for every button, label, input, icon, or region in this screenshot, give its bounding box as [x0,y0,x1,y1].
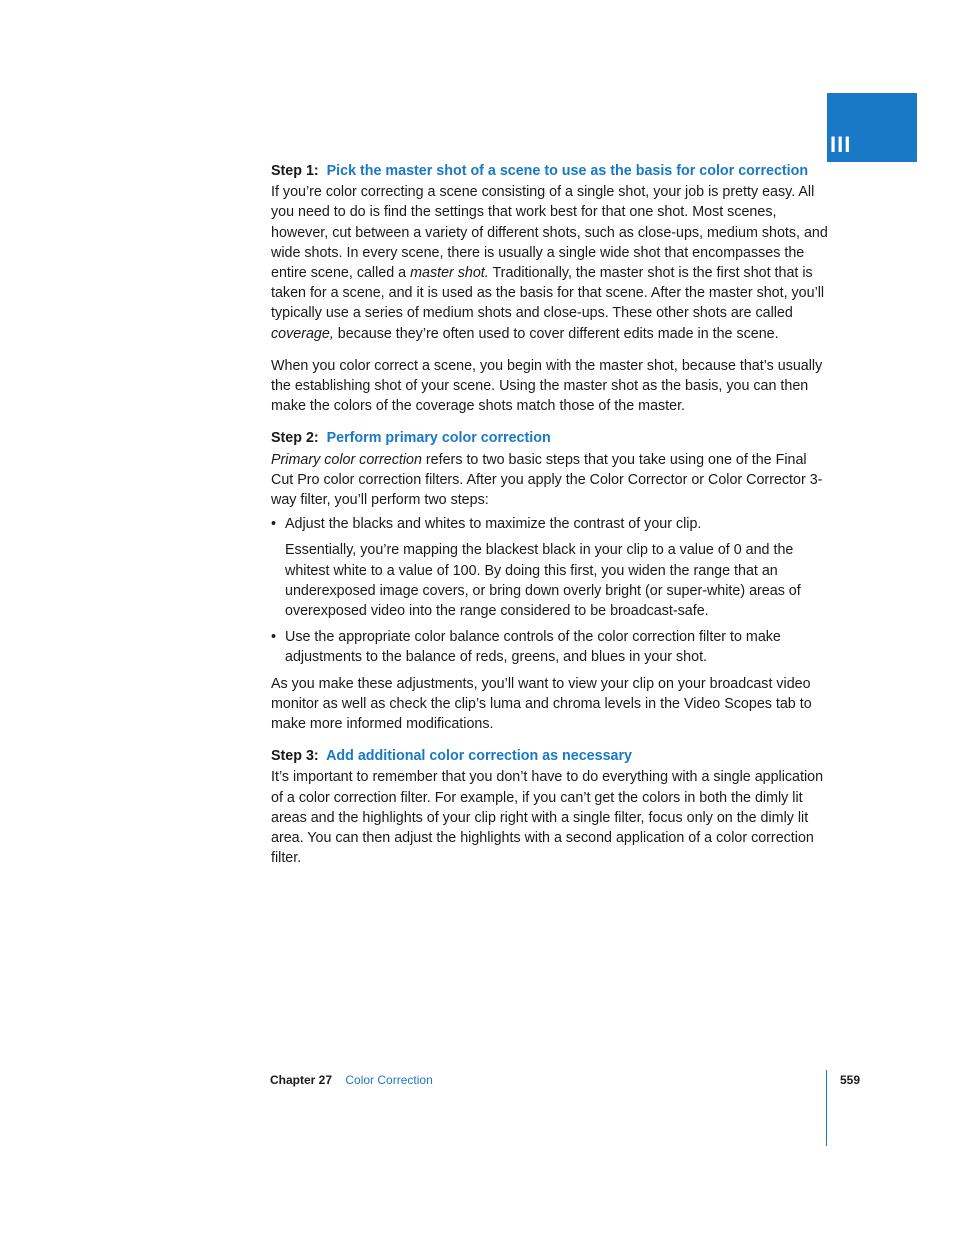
step-3-paragraph-1: It’s important to remember that you don’t have to do everything with a single application of a color correction filter. For example, if you can’t get the colors in both the dimly lit areas and the highlights of your clip right with a single filter, focus only on the dimly lit area. You can then adjust the highlights with a second application of a color correction filter. [271,769,824,867]
step-2-list [271,514,831,667]
step-2-text: refers to two basic steps that you take using one of the Final Cut Pro color correction filters. After you apply the Color Corrector or Color Corrector 3-way filter, you’ll perform two steps: [271,451,823,509]
bullet-icon: • [271,516,277,533]
step-3-number: Step 3: [271,748,319,765]
bullet-1-text: Adjust the blacks and whites to maximize the contrast of your clip. [285,516,702,533]
step-2-paragraph-2: As you make these adjustments, you’ll want to view your clip on your broadcast video monitor as well as check the clip’s luma and chroma levels in the Video Scopes tab to make more informed modifications. [271,675,812,733]
main-content [271,161,831,869]
step-2-number: Step 2: [271,430,319,447]
list-item [271,514,831,534]
list-item [271,627,831,667]
step-1-number: Step 1: [271,163,319,179]
step-1-text-c: because they’re often used to cover different edits made in the scene. [333,325,779,342]
step-1-text-b: Traditionally, the master shot is the first shot that is taken for a scene, and it is used as the basis for that scene. After the master shot, you’ll typically use a series of medium shots and close-ups. These other shots are called [271,265,825,322]
part-label: III [830,132,852,157]
list-item-detail [271,540,831,621]
step-3-title: Add additional color correction as necessary [326,748,632,765]
footer-chapter-title: Color Correction [345,1073,433,1087]
step-1-paragraph-1 [271,182,831,344]
primary-color-correction-term: Primary color correction [271,451,422,468]
step-1-text-a: If you’re color correcting a scene consisting of a single shot, your job is pretty easy. All you need to do is find the settings that work best for that one shot. Most scenes, however, cut between a variety of different shots, such as close-ups, medium shots, and wide shots. In every scene, there is usually a single wide shot that encompasses the entire scene, called a [271,184,828,282]
step-3-heading [271,746,831,766]
step-2-paragraph-1 [271,450,831,511]
master-shot-term: master shot. [410,265,489,282]
bullet-2-text: Use the appropriate color balance controls of the color correction filter to make adjustments to the balance of reds, greens, and blues in your shot. [285,629,781,666]
coverage-term: coverage, [271,325,334,342]
bullet-icon: • [271,629,277,646]
footer-divider [826,1070,827,1146]
bullet-1-detail: Essentially, you’re mapping the blackest black in your clip to a value of 0 and the whitest white to a value of 100. By doing this first, you widen the range that an underexposed image covers, or bring down overly bright (or super-white) areas of overexposed video into the range considered to be broadcast-safe. [285,542,801,620]
step-1-paragraph-2: When you color correct a scene, you begin with the master shot, because that’s usually the establishing shot of your scene. Using the master shot as the basis, you can then make the colors of the coverage shots match those of the master. [271,357,823,415]
part-tab [827,93,917,162]
step-1-heading [271,161,831,181]
page-number: 559 [839,1073,860,1087]
page-footer [270,1073,860,1093]
footer-chapter: Chapter 27 [270,1073,333,1087]
step-1-title: Pick the master shot of a scene to use as the basis for color correction [326,163,809,179]
step-2-heading [271,428,831,448]
step-2-title: Perform primary color correction [326,430,551,447]
